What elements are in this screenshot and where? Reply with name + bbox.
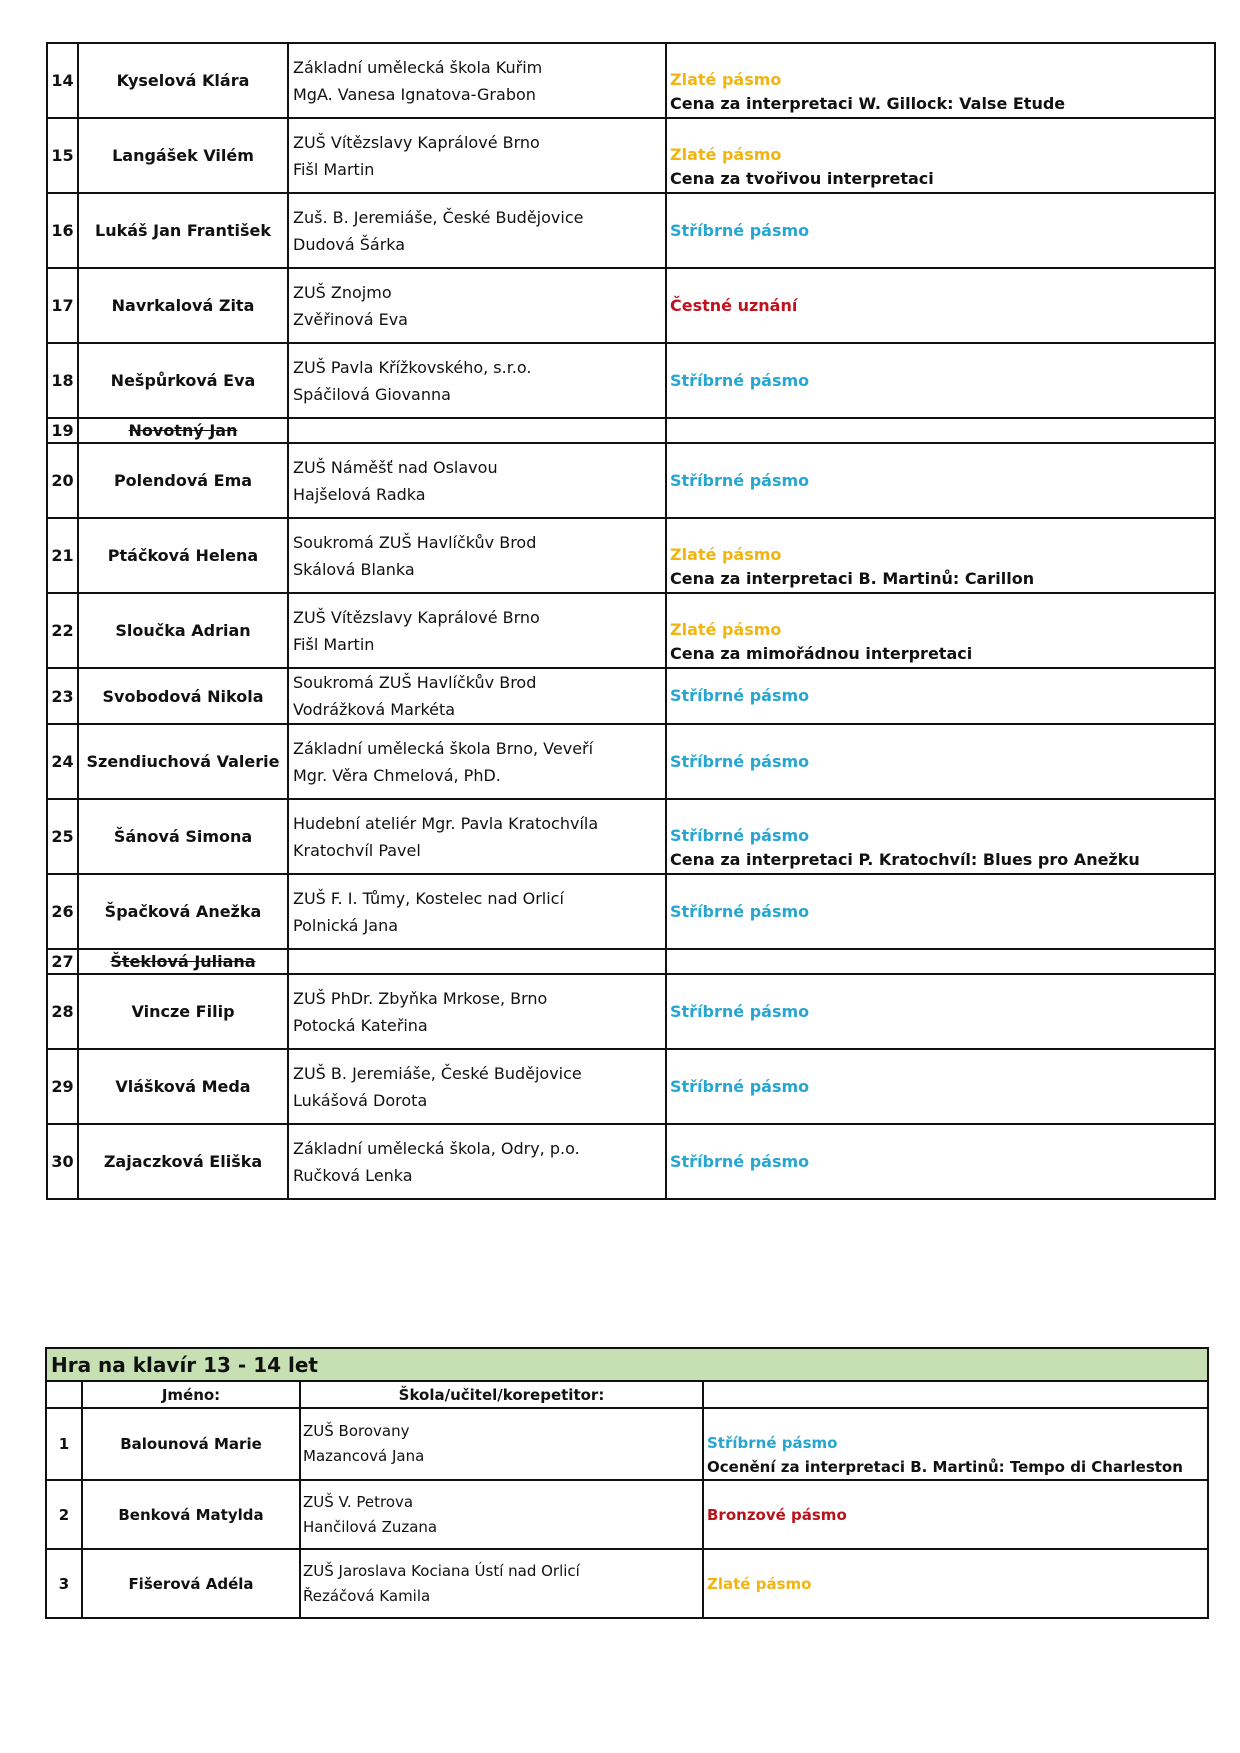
school-teacher-cell <box>288 43 666 118</box>
result-cell <box>666 518 1215 593</box>
results-table-continued <box>46 42 1216 1200</box>
student-name: Balounová Marie <box>82 1408 300 1480</box>
row-number: 15 <box>47 118 78 193</box>
header-result <box>703 1381 1208 1408</box>
result-cell <box>666 1124 1215 1199</box>
teacher-name: Ručková Lenka <box>293 1165 413 1185</box>
student-name: Šteklová Juliana <box>78 949 288 974</box>
result-level: Stříbrné pásmo <box>707 1434 838 1452</box>
row-number: 16 <box>47 193 78 268</box>
result-cell <box>666 118 1215 193</box>
award-text: Cena za interpretaci P. Kratochvíl: Blues pro Anežku <box>670 849 1140 869</box>
school-teacher-cell <box>288 518 666 593</box>
school-teacher-cell <box>300 1408 703 1480</box>
table-row <box>47 418 1215 443</box>
school-name: ZUŠ Borovany <box>303 1422 410 1440</box>
school-teacher-cell <box>288 1124 666 1199</box>
student-name: Novotný Jan <box>78 418 288 443</box>
school-name: ZUŠ Vítězslavy Kaprálové Brno <box>293 607 540 627</box>
award-text: Cena za interpretaci W. Gillock: Valse Etude <box>670 93 1066 113</box>
school-name: Základní umělecká škola Brno, Veveří <box>293 738 594 758</box>
result-cell <box>666 1049 1215 1124</box>
teacher-name: Fišl Martin <box>293 159 375 179</box>
result-level: Stříbrné pásmo <box>670 1001 810 1021</box>
student-name: Sloučka Adrian <box>78 593 288 668</box>
student-name: Benková Matylda <box>82 1480 300 1549</box>
result-level: Stříbrné pásmo <box>670 1076 810 1096</box>
award-text: Cena za tvořivou interpretaci <box>670 168 934 188</box>
student-name: Navrkalová Zita <box>78 268 288 343</box>
result-cell <box>666 949 1215 974</box>
teacher-name: Dudová Šárka <box>293 234 406 254</box>
student-name: Svobodová Nikola <box>78 668 288 724</box>
result-level: Zlaté pásmo <box>670 69 782 89</box>
row-number: 2 <box>46 1480 82 1549</box>
result-level: Stříbrné pásmo <box>670 220 810 240</box>
school-name: Základní umělecká škola Kuřim <box>293 57 543 77</box>
student-name: Nešpůrková Eva <box>78 343 288 418</box>
school-teacher-cell <box>288 343 666 418</box>
row-number: 29 <box>47 1049 78 1124</box>
student-name: Polendová Ema <box>78 443 288 518</box>
result-cell <box>666 418 1215 443</box>
school-teacher-cell <box>288 193 666 268</box>
row-number: 21 <box>47 518 78 593</box>
row-number: 3 <box>46 1549 82 1618</box>
student-name: Ptáčková Helena <box>78 518 288 593</box>
table-row <box>47 668 1215 724</box>
award-text: Ocenění za interpretaci B. Martinů: Tempo di Charleston <box>707 1458 1183 1476</box>
row-number: 23 <box>47 668 78 724</box>
result-cell <box>666 343 1215 418</box>
result-cell <box>666 43 1215 118</box>
teacher-name: Fišl Martin <box>293 634 375 654</box>
student-name: Kyselová Klára <box>78 43 288 118</box>
school-teacher-cell <box>288 724 666 799</box>
table-row <box>46 1480 1208 1549</box>
teacher-name: Mazancová Jana <box>303 1447 425 1465</box>
result-level: Zlaté pásmo <box>707 1574 812 1593</box>
result-level: Zlaté pásmo <box>670 144 782 164</box>
school-teacher-cell <box>288 668 666 724</box>
school-name: ZUŠ B. Jeremiáše, České Budějovice <box>293 1063 582 1083</box>
row-number: 14 <box>47 43 78 118</box>
result-cell <box>666 268 1215 343</box>
student-name: Vlášková Meda <box>78 1049 288 1124</box>
student-name: Langášek Vilém <box>78 118 288 193</box>
school-name: ZUŠ Vítězslavy Kaprálové Brno <box>293 132 540 152</box>
school-name: Soukromá ZUŠ Havlíčkův Brod <box>293 532 537 552</box>
table-row <box>47 974 1215 1049</box>
row-number: 18 <box>47 343 78 418</box>
school-name: Zuš. B. Jeremiáše, České Budějovice <box>293 207 584 227</box>
result-cell <box>666 193 1215 268</box>
teacher-name: Spáčilová Giovanna <box>293 384 451 404</box>
row-number: 24 <box>47 724 78 799</box>
table-row <box>47 118 1215 193</box>
school-teacher-cell <box>288 118 666 193</box>
school-name: ZUŠ Jaroslava Kociana Ústí nad Orlicí <box>303 1561 580 1580</box>
result-level: Stříbrné pásmo <box>670 825 810 845</box>
header-name: Jméno: <box>82 1381 300 1408</box>
teacher-name: Mgr. Věra Chmelová, PhD. <box>293 765 501 785</box>
teacher-name: Lukášová Dorota <box>293 1090 428 1110</box>
school-name: Soukromá ZUŠ Havlíčkův Brod <box>293 673 537 692</box>
row-number: 1 <box>46 1408 82 1480</box>
school-name: Hudební ateliér Mgr. Pavla Kratochvíla <box>293 813 599 833</box>
row-number: 19 <box>47 418 78 443</box>
school-name: ZUŠ PhDr. Zbyňka Mrkose, Brno <box>293 988 548 1008</box>
result-level: Zlaté pásmo <box>670 619 782 639</box>
table-row <box>47 949 1215 974</box>
school-name: ZUŠ Pavla Křížkovského, s.r.o. <box>293 357 532 377</box>
table-row <box>47 874 1215 949</box>
result-level: Bronzové pásmo <box>707 1505 847 1524</box>
result-cell <box>666 668 1215 724</box>
teacher-name: Hančilová Zuzana <box>303 1517 438 1536</box>
result-cell <box>666 724 1215 799</box>
row-number: 30 <box>47 1124 78 1199</box>
section-title-row <box>46 1348 1208 1381</box>
school-name: ZUŠ V. Petrova <box>303 1492 414 1511</box>
result-level: Čestné uznání <box>670 295 798 315</box>
teacher-name: Řezáčová Kamila <box>303 1586 431 1605</box>
result-level: Stříbrné pásmo <box>670 686 810 705</box>
award-text: Cena za mimořádnou interpretaci <box>670 643 973 663</box>
result-cell <box>666 799 1215 874</box>
table-row <box>47 724 1215 799</box>
row-number: 20 <box>47 443 78 518</box>
table-row <box>47 1049 1215 1124</box>
section-title: Hra na klavír 13 - 14 let <box>46 1348 1208 1381</box>
student-name: Zajaczková Eliška <box>78 1124 288 1199</box>
result-cell <box>666 874 1215 949</box>
school-name: ZUŠ Znojmo <box>293 282 392 302</box>
table-row <box>47 343 1215 418</box>
row-number: 22 <box>47 593 78 668</box>
table-row <box>47 268 1215 343</box>
school-name: Základní umělecká škola, Odry, p.o. <box>293 1138 580 1158</box>
school-teacher-cell <box>288 949 666 974</box>
row-number: 28 <box>47 974 78 1049</box>
header-school: Škola/učitel/korepetitor: <box>300 1381 703 1408</box>
teacher-name: Kratochvíl Pavel <box>293 840 421 860</box>
table-row <box>46 1408 1208 1480</box>
student-name: Szendiuchová Valerie <box>78 724 288 799</box>
result-cell <box>666 443 1215 518</box>
row-number: 17 <box>47 268 78 343</box>
school-name: ZUŠ F. I. Tůmy, Kostelec nad Orlicí <box>293 888 564 908</box>
results-table-body <box>47 43 1215 1199</box>
school-teacher-cell <box>300 1549 703 1618</box>
table-row <box>47 443 1215 518</box>
school-teacher-cell <box>288 443 666 518</box>
school-teacher-cell <box>300 1480 703 1549</box>
table-row <box>47 193 1215 268</box>
result-level: Stříbrné pásmo <box>670 370 810 390</box>
result-level: Stříbrné pásmo <box>670 1151 810 1171</box>
school-name: ZUŠ Náměšť nad Oslavou <box>293 457 498 477</box>
student-name: Lukáš Jan František <box>78 193 288 268</box>
student-name: Vincze Filip <box>78 974 288 1049</box>
result-cell <box>703 1549 1208 1618</box>
header-num <box>46 1381 82 1408</box>
teacher-name: Vodrážková Markéta <box>293 700 456 719</box>
student-name: Šánová Simona <box>78 799 288 874</box>
row-number: 25 <box>47 799 78 874</box>
results-table-13-14 <box>45 1347 1209 1619</box>
result-level: Stříbrné pásmo <box>670 901 810 921</box>
award-text: Cena za interpretaci B. Martinů: Carillon <box>670 568 1035 588</box>
result-level: Stříbrné pásmo <box>670 470 810 490</box>
result-level: Zlaté pásmo <box>670 544 782 564</box>
school-teacher-cell <box>288 593 666 668</box>
teacher-name: Polnická Jana <box>293 915 399 935</box>
table-row <box>47 1124 1215 1199</box>
result-cell <box>703 1480 1208 1549</box>
result-cell <box>666 593 1215 668</box>
column-header-row <box>46 1381 1208 1408</box>
results-table-13-14-body <box>46 1408 1208 1618</box>
school-teacher-cell <box>288 418 666 443</box>
teacher-name: Potocká Kateřina <box>293 1015 428 1035</box>
table-row <box>47 43 1215 118</box>
teacher-name: MgA. Vanesa Ignatova-Grabon <box>293 84 536 104</box>
row-number: 27 <box>47 949 78 974</box>
student-name: Špačková Anežka <box>78 874 288 949</box>
row-number: 26 <box>47 874 78 949</box>
table-row <box>47 518 1215 593</box>
school-teacher-cell <box>288 974 666 1049</box>
school-teacher-cell <box>288 874 666 949</box>
result-cell <box>666 974 1215 1049</box>
teacher-name: Skálová Blanka <box>293 559 415 579</box>
teacher-name: Hajšelová Radka <box>293 484 426 504</box>
table-row <box>46 1549 1208 1618</box>
result-cell <box>703 1408 1208 1480</box>
teacher-name: Zvěřinová Eva <box>293 309 408 329</box>
table-row <box>47 593 1215 668</box>
table-row <box>47 799 1215 874</box>
school-teacher-cell <box>288 799 666 874</box>
school-teacher-cell <box>288 268 666 343</box>
school-teacher-cell <box>288 1049 666 1124</box>
result-level: Stříbrné pásmo <box>670 751 810 771</box>
student-name: Fišerová Adéla <box>82 1549 300 1618</box>
